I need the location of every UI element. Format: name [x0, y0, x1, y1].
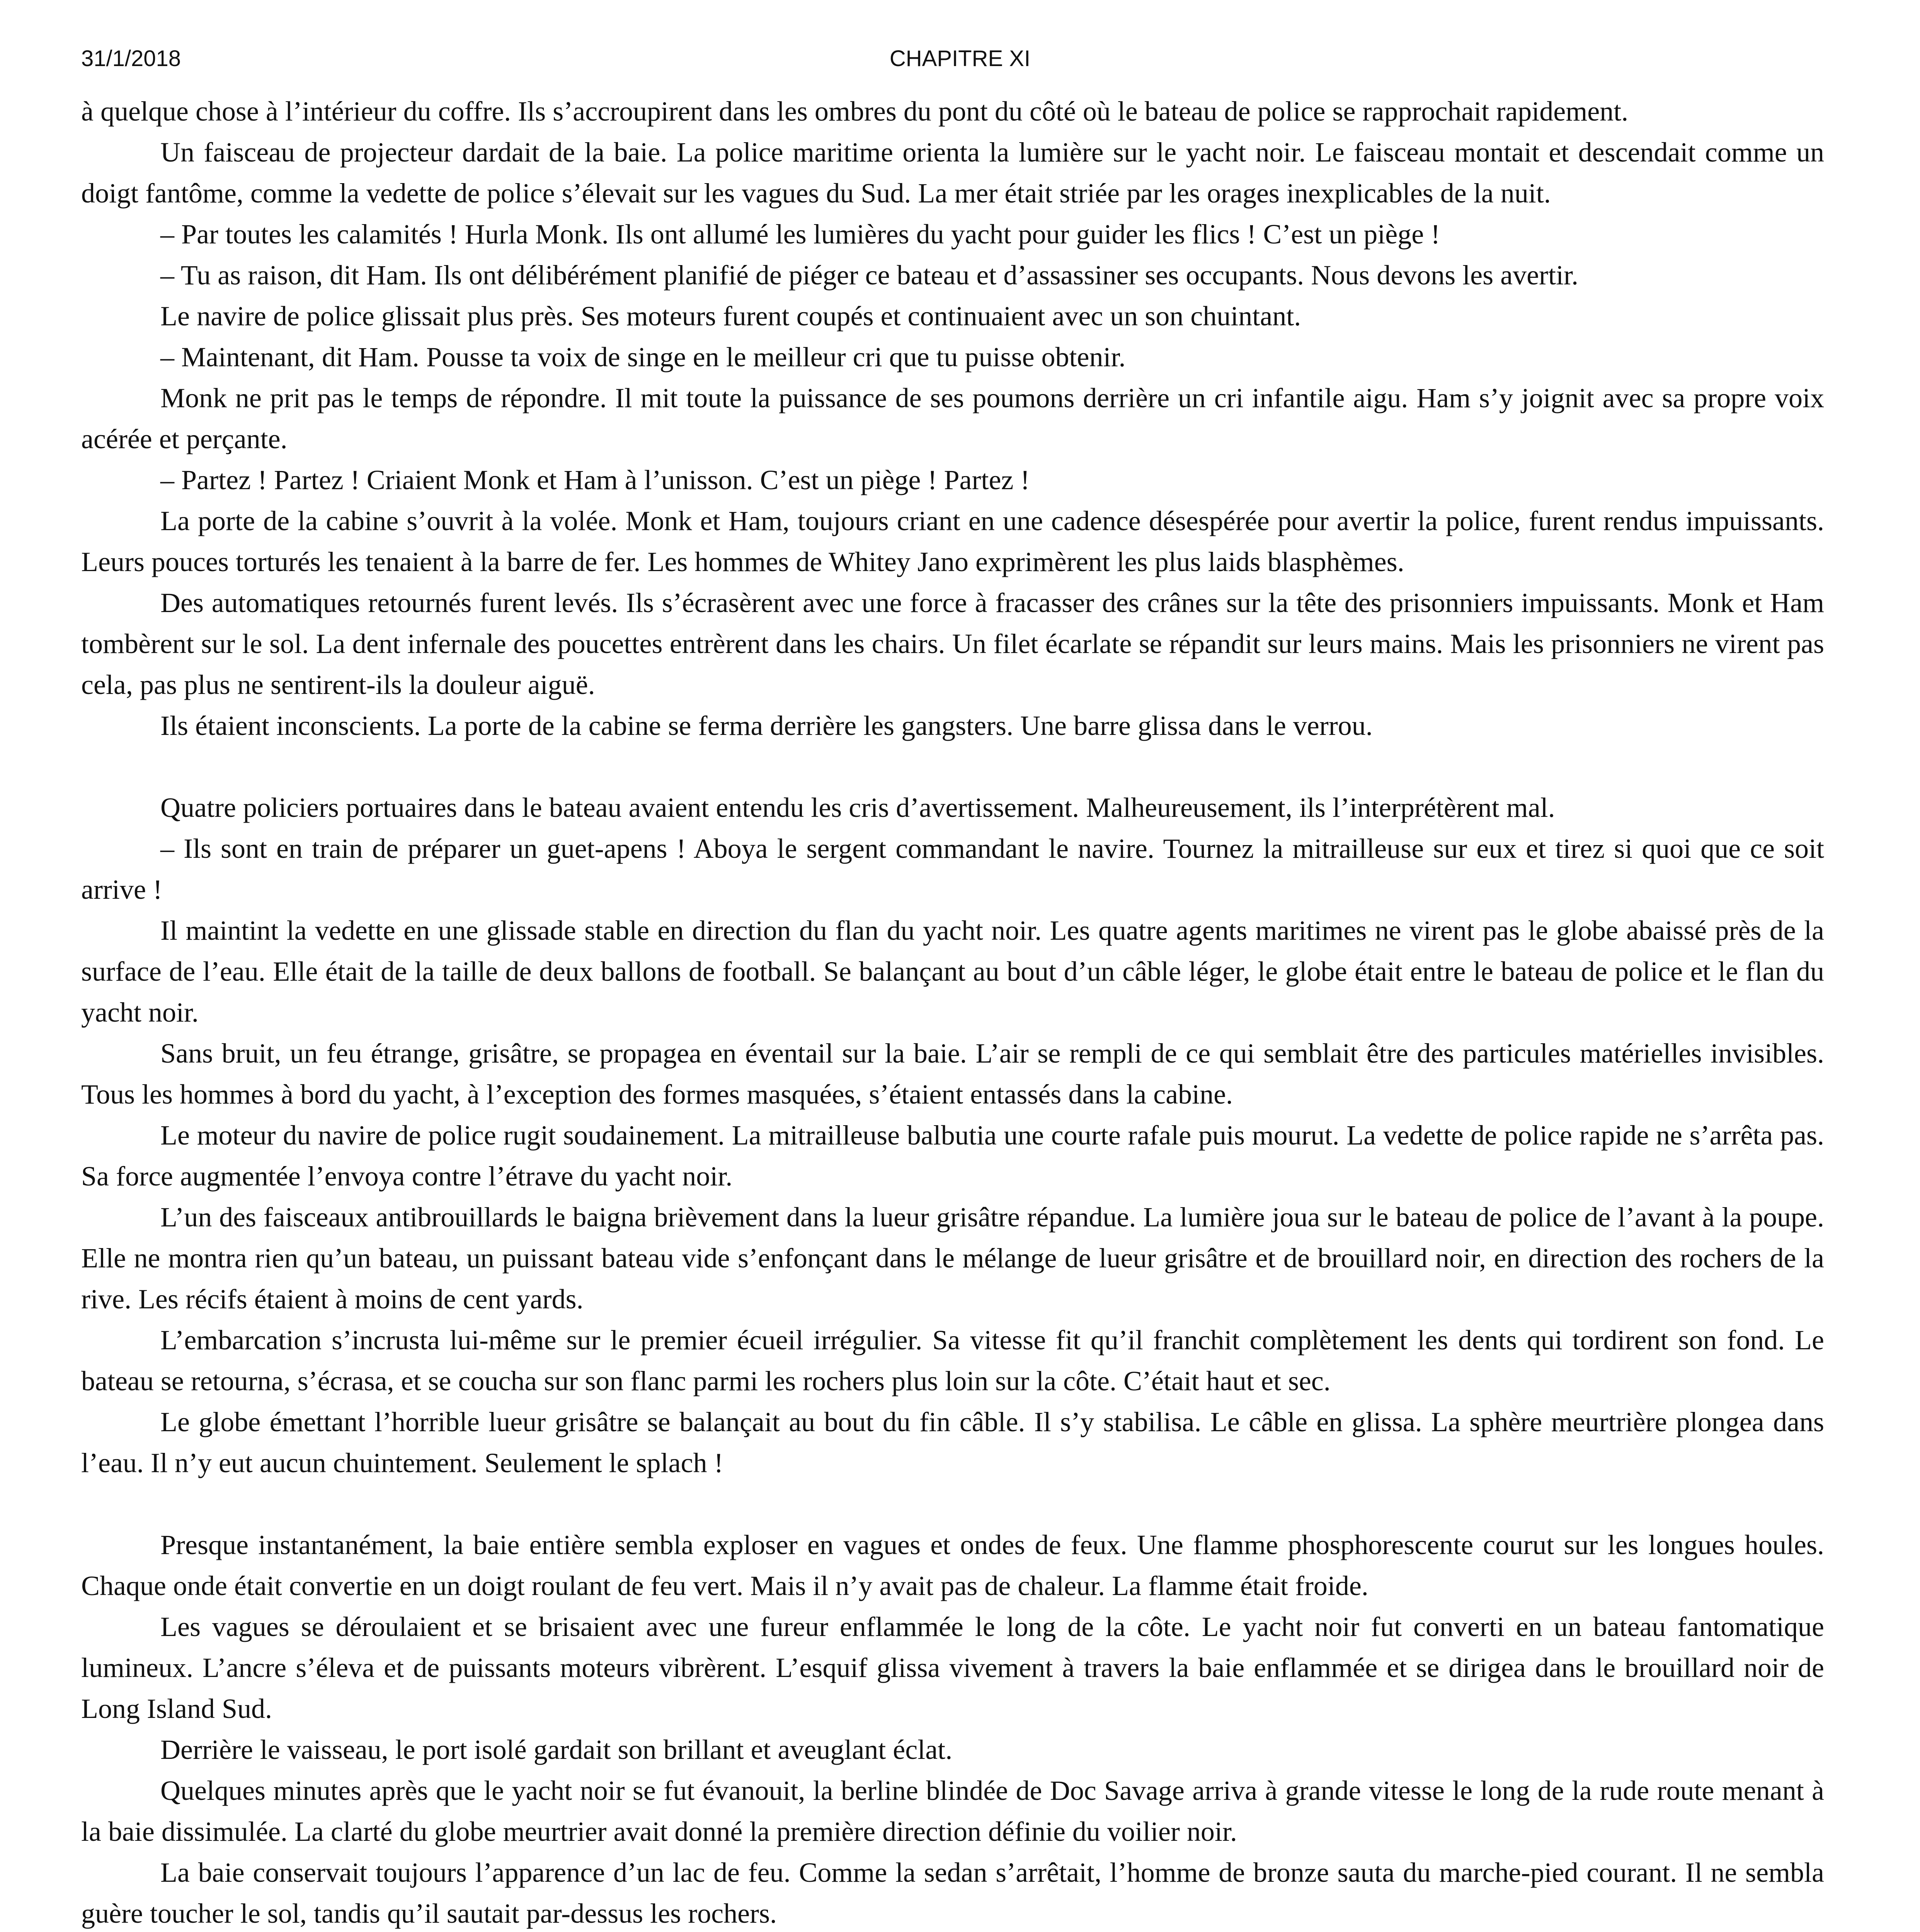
paragraph: Le globe émettant l’horrible lueur grisâtre se balançait au bout du fin câble. Il s’y stabilisa. Le câble en glissa. La sphère meurtrière plongea dans l’eau. Il n’y eut aucun chuintement. Seulement le splach !: [81, 1406, 1824, 1478]
paragraph: – Par toutes les calamités ! Hurla Monk. Ils ont allumé les lumières du yacht pour guider les flics ! C’est un piège !: [160, 219, 1440, 250]
paragraph: Le moteur du navire de police rugit soudainement. La mitrailleuse balbutia une courte rafale puis mourut. La vedette de police rapide ne s’arrêta pas. Sa force augmentée l’envoya contre l’étrave du yacht noir.: [81, 1120, 1824, 1192]
paragraph: à quelque chose à l’intérieur du coffre. Ils s’accroupirent dans les ombres du pont du côté où le bateau de police se rapprochait rapidement.: [81, 96, 1629, 127]
paragraph: Le navire de police glissait plus près. Ses moteurs furent coupés et continuaient avec un son chuintant.: [160, 301, 1301, 332]
paragraph: La baie conservait toujours l’apparence d’un lac de feu. Comme la sedan s’arrêtait, l’homme de bronze sauta du marche-pied courant. Il ne sembla guère toucher le sol, tandis qu’il sautait par-dessus les rochers.: [81, 1857, 1824, 1929]
paragraph: Les vagues se déroulaient et se brisaient avec une fureur enflammée le long de la côte. Le yacht noir fut converti en un bateau fantomatique lumineux. L’ancre s’éleva et de puissants moteurs vibrèrent. L’esquif glissa vivement à travers la baie enflammée et se dirigea dans le brouillard noir de Long Island Sud.: [81, 1611, 1824, 1724]
paragraph: Quatre policiers portuaires dans le bateau avaient entendu les cris d’avertissement. Malheureusement, ils l’interprétèrent mal.: [160, 792, 1555, 823]
paragraph: Des automatiques retournés furent levés. Ils s’écrasèrent avec une force à fracasser des crânes sur la tête des prisonniers impuissants. Monk et Ham tombèrent sur le sol. La dent infernale des poucettes entrèrent dans les chairs. Un filet écarlate se répandit sur leurs mains. Mais les prisonniers ne virent pas cela, pas plus ne sentirent-ils la douleur aiguë.: [81, 587, 1824, 700]
paragraph: Derrière le vaisseau, le port isolé gardait son brillant et aveuglant éclat.: [160, 1734, 953, 1765]
paragraph: Quelques minutes après que le yacht noir se fut évanouit, la berline blindée de Doc Savage arriva à grande vitesse le long de la rude route menant à la baie dissimulée. La clarté du globe meurtrier avait donné la première direction définie du voilier noir.: [81, 1775, 1824, 1847]
paragraph: – Tu as raison, dit Ham. Ils ont délibérément planifié de piéger ce bateau et d’assassiner ses occupants. Nous devons les avertir.: [160, 260, 1579, 291]
chapter-title: CHAPITRE XI: [889, 46, 1031, 71]
print-date: 31/1/2018: [81, 46, 181, 71]
paragraph: Un faisceau de projecteur dardait de la baie. La police maritime orienta la lumière sur le yacht noir. Le faisceau montait et descendait comme un doigt fantôme, comme la vedette de police s’élevait sur les vagues du Sud. La mer était striée par les orages inexplicables de la nuit.: [81, 137, 1824, 209]
paragraph: Il maintint la vedette en une glissade stable en direction du flan du yacht noir. Les quatre agents maritimes ne virent pas le globe abaissé près de la surface de l’eau. Elle était de la taille de deux ballons de football. Se balançant au bout d’un câble léger, le globe était entre le bateau de police et le flan du yacht noir.: [81, 915, 1824, 1028]
paragraph: L’un des faisceaux antibrouillards le baigna brièvement dans la lueur grisâtre répandue. La lumière joua sur le bateau de police de l’avant à la poupe. Elle ne montra rien qu’un bateau, un puissant bateau vide s’enfonçant dans le mélange de lueur grisâtre et de brouillard noir, en direction des rochers de la rive. Les récifs étaient à moins de cent yards.: [81, 1202, 1824, 1315]
paragraph: La porte de la cabine s’ouvrit à la volée. Monk et Ham, toujours criant en une cadence désespérée pour avertir la police, furent rendus impuissants. Leurs pouces torturés les tenaient à la barre de fer. Les hommes de Whitey Jano exprimèrent les plus laids blasphèmes.: [81, 505, 1824, 577]
document-body: [81, 91, 1824, 1932]
paragraph: Monk ne prit pas le temps de répondre. Il mit toute la puissance de ses poumons derrière un cri infantile aigu. Ham s’y joignit avec sa propre voix acérée et perçante.: [81, 383, 1824, 454]
paragraph: Ils étaient inconscients. La porte de la cabine se ferma derrière les gangsters. Une barre glissa dans le verrou.: [160, 710, 1373, 741]
paragraph: Presque instantanément, la baie entière sembla exploser en vagues et ondes de feux. Une flamme phosphorescente courut sur les longues houles. Chaque onde était convertie en un doigt roulant de feu vert. Mais il n’y avait pas de chaleur. La flamme était froide.: [81, 1529, 1824, 1601]
paragraph: L’embarcation s’incrusta lui-même sur le premier écueil irrégulier. Sa vitesse fit qu’il franchit complètement les dents qui tordirent son fond. Le bateau se retourna, s’écrasa, et se coucha sur son flanc parmi les rochers plus loin sur la côte. C’était haut et sec.: [81, 1325, 1824, 1396]
page-header: [81, 46, 1839, 77]
paragraph: – Partez ! Partez ! Criaient Monk et Ham à l’unisson. C’est un piège ! Partez !: [160, 464, 1030, 495]
paragraph: – Ils sont en train de préparer un guet-apens ! Aboya le sergent commandant le navire. Tournez la mitrailleuse sur eux et tirez si quoi que ce soit arrive !: [81, 833, 1824, 905]
paragraph: Sans bruit, un feu étrange, grisâtre, se propagea en éventail sur la baie. L’air se rempli de ce qui semblait être des particules matérielles invisibles. Tous les hommes à bord du yacht, à l’exception des formes masquées, s’étaient entassés dans la cabine.: [81, 1038, 1824, 1110]
paragraph: – Maintenant, dit Ham. Pousse ta voix de singe en le meilleur cri que tu puisse obtenir.: [160, 342, 1126, 372]
